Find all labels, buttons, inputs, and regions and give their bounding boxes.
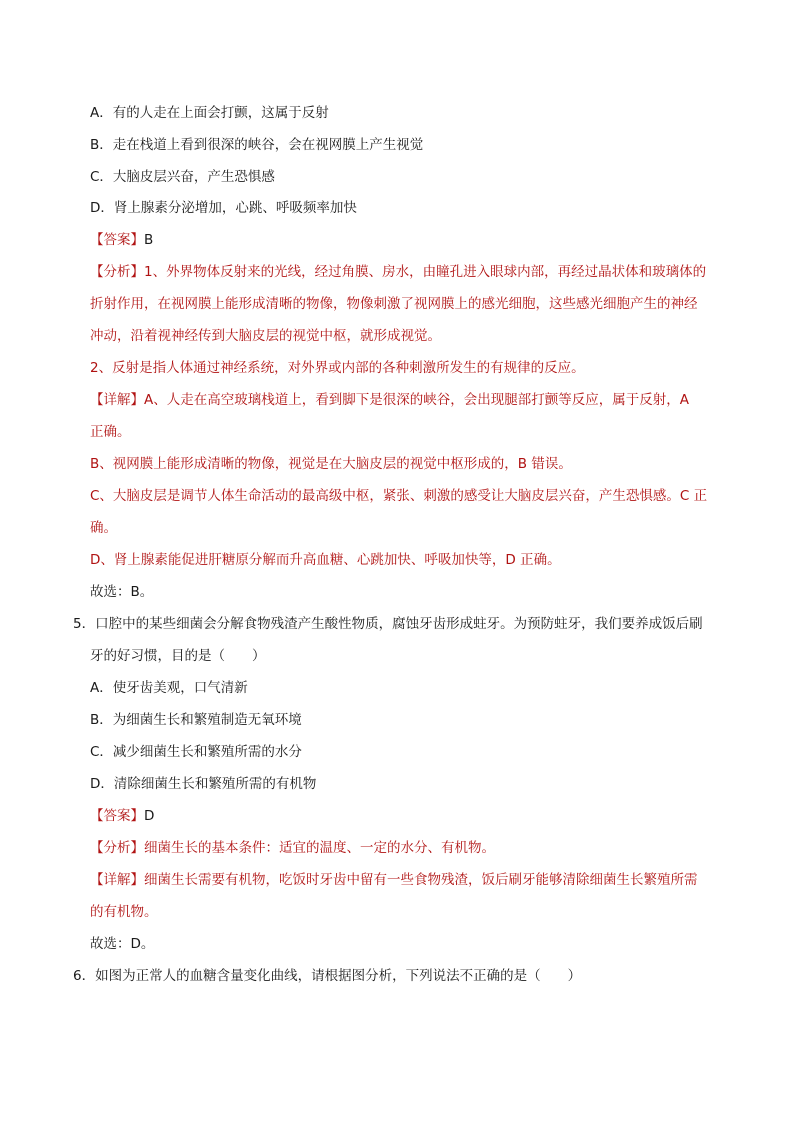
analysis-tag: 【分析】 (90, 264, 144, 280)
q5-choose: 故选：D。 (90, 936, 155, 952)
q5-option-b: B．为细菌生长和繁殖制造无氧环境 (90, 712, 302, 728)
q5-detail-line-2: 的有机物。 (90, 904, 158, 920)
answer-value: B (144, 232, 154, 248)
q4-choose: 故选：B。 (90, 584, 154, 600)
q4-analysis-line-4: 2、反射是指人体通过神经系统，对外界或内部的各种刺激所发生的有规律的反应。 (90, 360, 585, 376)
q5-detail-line-1 (90, 871, 698, 889)
detail-text: 细菌生长需要有机物，吃饭时牙齿中留有一些食物残渣，饭后刷牙能够清除细菌生长繁殖所需 (144, 872, 698, 888)
q4-analysis-line-1 (90, 263, 706, 281)
q4-option-c: C．大脑皮层兴奋，产生恐惧感 (90, 169, 275, 185)
analysis-tag: 【分析】 (90, 840, 144, 856)
q5-answer (90, 807, 154, 825)
answer-value: D (144, 808, 155, 824)
q4-detail-line-6: D、肾上腺素能促进肝糖原分解而升高血糖、心跳加快、呼吸加快等，D 正确。 (90, 552, 561, 568)
q5-stem-line-2: 牙的好习惯，目的是（ ） (90, 648, 266, 664)
detail-text: A、人走在高空玻璃栈道上，看到脚下是很深的峡谷，会出现腿部打颤等反应，属于反射，A (144, 392, 689, 408)
q4-analysis-line-2: 折射作用，在视网膜上能形成清晰的物像，物像刺激了视网膜上的感光细胞，这些感光细胞产生的神经 (90, 296, 698, 312)
q5-option-d: D．清除细菌生长和繁殖所需的有机物 (90, 776, 317, 792)
detail-tag: 【详解】 (90, 392, 144, 408)
q4-analysis-line-3: 冲动，沿着视神经传到大脑皮层的视觉中枢，就形成视觉。 (90, 328, 441, 344)
q4-detail-line-5: 确。 (90, 520, 117, 536)
q4-detail-line-1 (90, 391, 689, 409)
answer-tag: 【答案】 (90, 232, 144, 248)
q5-option-c: C．减少细菌生长和繁殖所需的水分 (90, 744, 302, 760)
q6-stem: 6．如图为正常人的血糖含量变化曲线，请根据图分析，下列说法不正确的是（ ） (73, 968, 582, 984)
analysis-text: 1、外界物体反射来的光线，经过角膜、房水，由瞳孔进入眼球内部，再经过晶状体和玻璃体的 (144, 264, 707, 280)
q5-analysis (90, 839, 495, 857)
q4-detail-line-4: C、大脑皮层是调节人体生命活动的最高级中枢，紧张、刺激的感受让大脑皮层兴奋，产生恐惧感。C 正 (90, 488, 708, 504)
q4-detail-line-2: 正确。 (90, 424, 131, 440)
q4-option-d: D．肾上腺素分泌增加，心跳、呼吸频率加快 (90, 200, 357, 216)
detail-tag: 【详解】 (90, 872, 144, 888)
q4-answer (90, 231, 153, 249)
q4-detail-line-3: B、视网膜上能形成清晰的物像，视觉是在大脑皮层的视觉中枢形成的，B 错误。 (90, 456, 572, 472)
q5-stem-line-1: 5．口腔中的某些细菌会分解食物残渣产生酸性物质，腐蚀牙齿形成蛀牙。为预防蛀牙，我们要养成饭后刷 (73, 616, 703, 632)
q4-option-a: A．有的人走在上面会打颤，这属于反射 (90, 105, 329, 121)
answer-tag: 【答案】 (90, 808, 144, 824)
q5-option-a: A．使牙齿美观，口气清新 (90, 680, 248, 696)
q4-option-b: B．走在栈道上看到很深的峡谷，会在视网膜上产生视觉 (90, 137, 424, 153)
analysis-text: 细菌生长的基本条件：适宜的温度、一定的水分、有机物。 (144, 840, 495, 856)
